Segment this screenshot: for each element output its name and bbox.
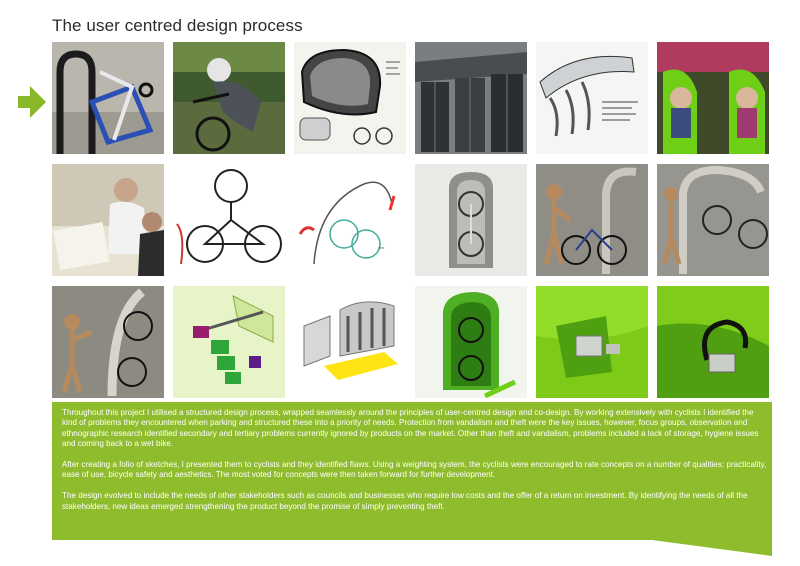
green-vertical-rack-render [415,286,527,398]
image-grid [52,42,772,398]
mannequin-with-bike-model-1 [536,164,648,276]
vertical-rack-render-grey [415,164,527,276]
green-lock-detail-render [536,286,648,398]
shelter-concept-sketches [294,42,406,154]
paragraph-process: Throughout this project I utilised a structured design process, wrapped seamlessly around the principles of user-centred design and co-design. By working extensively with cyclists I identified the kind of problems they encountered when parking and structured these into a priority of needs. Protection from vandalism and theft were the key issues, however, focus groups, observation and ethnographic research identified secondary and tertiary problems currently ignored by products on the market. Other than theft and vandalism, problems included a lack of storage, hygiene issues and coming back to a wet bike. [62,408,759,449]
mannequin-with-bike-model-3 [52,286,164,398]
svg-text:≈≈: ≈≈ [378,246,385,252]
paragraph-sketches: After creating a folio of sketches, I presented them to cyclists and they identified flaws. Using a weighting system, the cyclists were encouraged to rate concepts on a number of qualities: practicality, ease of use, bicycle safety and aesthetics. The most voted for concepts were then taken forward for further development. [62,460,767,480]
rack-mechanism-sketch [294,164,406,276]
modular-shelter-render [294,286,406,398]
cyclist-locking-bike-photo [173,42,285,154]
children-on-green-ride-photo [657,42,769,154]
mannequin-with-bike-model-2 [657,164,769,276]
right-arrow-icon [18,86,46,118]
shelter-canopy-sketch [536,42,648,154]
vertical-bike-storage-sketch [173,164,285,276]
description-text [62,408,768,522]
page-title: The user centred design process [52,16,303,35]
dark-bike-shelter-render [415,42,527,154]
paragraph-stakeholders: The design evolved to include the needs of other stakeholders such as councils and businesses who require low costs and the offer of a return on investment. By identifying the needs of all the stakeholders, new ideas emerged strengthening the product beyond the promise of simply preventing theft. [62,491,748,511]
bike-frame-locked-to-rack-photo [52,42,164,154]
co-design-meeting-photo [52,164,164,276]
locking-mechanism-render [173,286,285,398]
green-lock-with-cable-render [657,286,769,398]
description-panel [52,402,772,556]
